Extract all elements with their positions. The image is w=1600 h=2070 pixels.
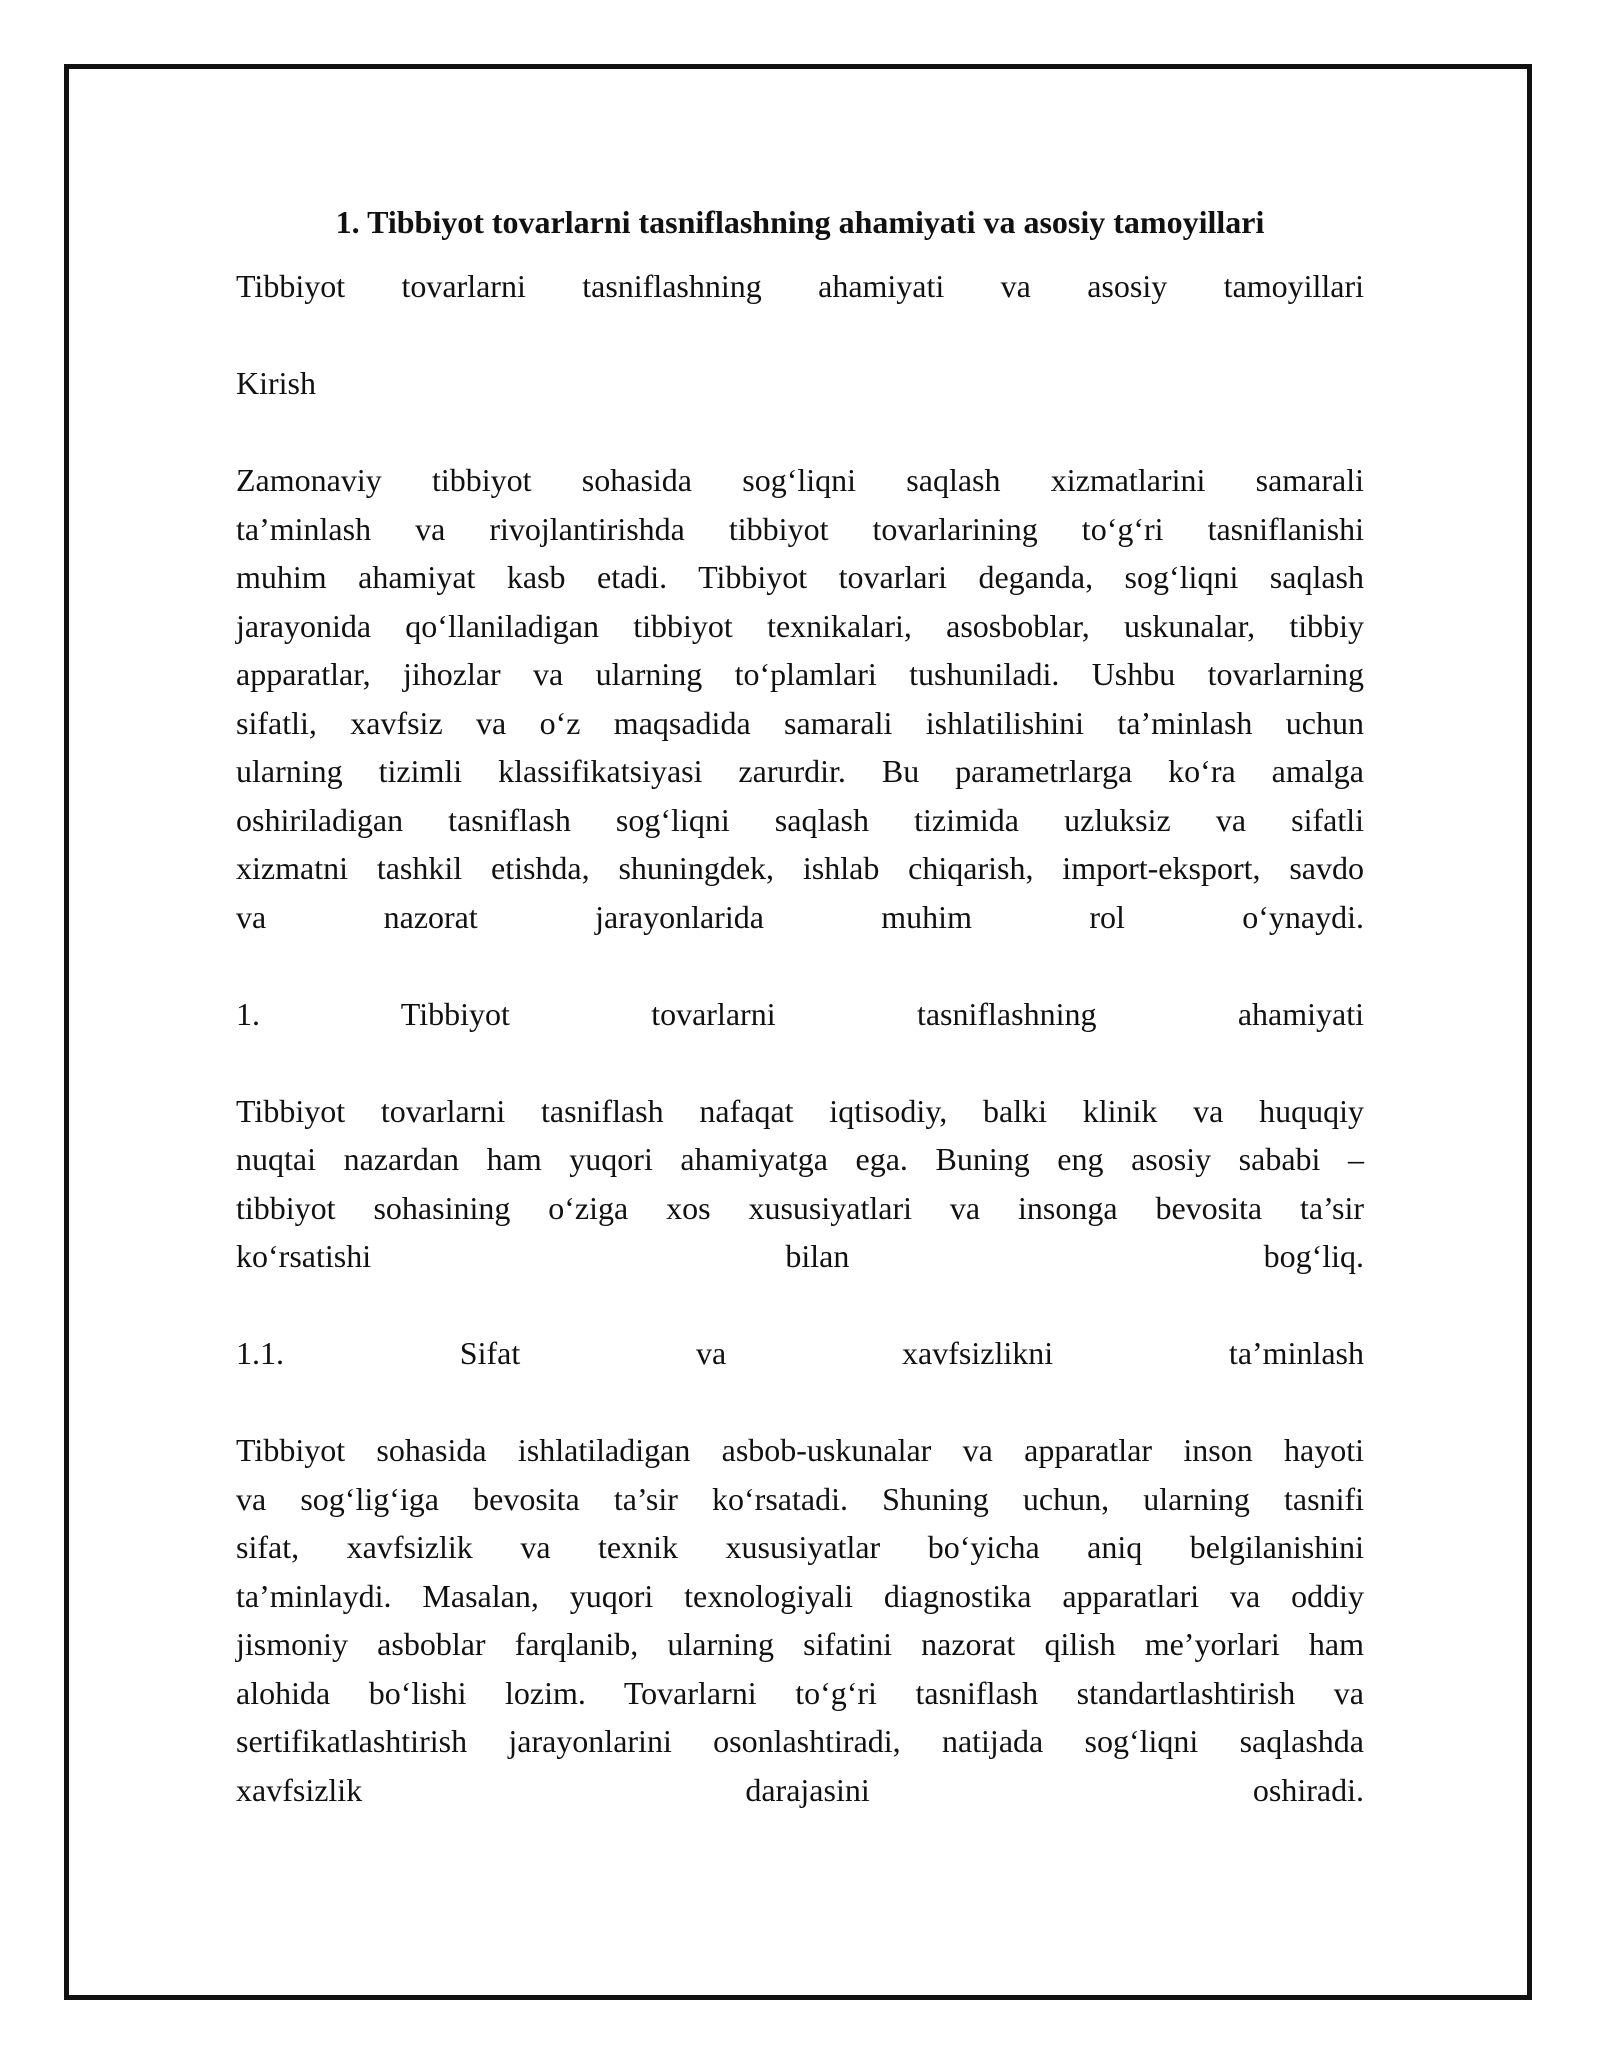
section-1-1-line: xavfsizlik darajasini oshiradi. [236,1771,1364,1808]
intro-heading: Kirish [236,365,316,401]
section-1-line: nuqtai nazardan ham yuqori ahamiyatga ega. Buning eng asosiy sababi – [236,1141,1364,1177]
section-1-line: tibbiyot sohasining o‘ziga xos xususiyatlari va insonga bevosita ta’sir [236,1189,1364,1226]
section-1-1-line: ta’minlaydi. Masalan, yuqori texnologiyali diagnostika apparatlari va oddiy [236,1577,1364,1614]
section-1-line: ko‘rsatishi bilan bog‘liq. [236,1238,1364,1274]
intro-line: oshiriladigan tasniflash sog‘liqni saqlash tizimida uzluksiz va sifatli [236,801,1364,838]
intro-line: apparatlar, jihozlar va ularning to‘plamlari tushuniladi. Ushbu tovarlarning [236,656,1364,692]
intro-paragraph [236,456,1364,941]
section-1-1-line: sertifikatlashtirish jarayonlarini osonlashtiradi, natijada sog‘liqni saqlashda [236,1723,1364,1759]
section-1-1-line: sifat, xavfsizlik va texnik xususiyatlar bo‘yicha aniq belgilanishini [236,1529,1364,1565]
intro-line: sifatli, xavfsiz va o‘z maqsadida samarali ishlatilishini ta’minlash uchun [236,704,1364,741]
section-1-1-paragraph [236,1426,1364,1814]
section-1-1-line: va sog‘lig‘iga bevosita ta’sir ko‘rsatadi. Shuning uchun, ularning tasnifi [236,1480,1364,1517]
section-1-1-heading: 1.1. Sifat va xavfsizlikni ta’minlash [236,1335,1364,1371]
intro-line: xizmatni tashkil etishda, shuningdek, ishlab chiqarish, import-eksport, savdo [236,850,1364,886]
intro-line: ularning tizimli klassifikatsiyasi zarurdir. Bu parametrlarga ko‘ra amalga [236,753,1364,789]
document-subtitle: Tibbiyot tovarlarni tasniflashning ahamiyati va asosiy tamoyillari [236,268,1364,304]
intro-line: muhim ahamiyat kasb etadi. Tibbiyot tovarlari deganda, sog‘liqni saqlash [236,559,1364,595]
section-1-paragraph [236,1087,1364,1281]
document-body [236,184,1364,1814]
section-1-1-line: jismoniy asboblar farqlanib, ularning sifatini nazorat qilish me’yorlari ham [236,1626,1364,1662]
section-1-heading: 1. Tibbiyot tovarlarni tasniflashning ahamiyati [236,995,1364,1032]
intro-line: jarayonida qo‘llaniladigan tibbiyot texnikalari, asosboblar, uskunalar, tibbiy [236,607,1364,644]
document-title: 1. Tibbiyot tovarlarni tasniflashning ahamiyati va asosiy tamoyillari [335,204,1265,240]
intro-line: va nazorat jarayonlarida muhim rol o‘ynaydi. [236,898,1364,935]
intro-line: ta’minlash va rivojlantirishda tibbiyot tovarlarining to‘g‘ri tasniflanishi [236,510,1364,547]
intro-line: Zamonaviy tibbiyot sohasida sog‘liqni saqlash xizmatlarini samarali [236,462,1364,498]
section-1-1-line: Tibbiyot sohasida ishlatiladigan asbob-uskunalar va apparatlar inson hayoti [236,1432,1364,1468]
section-1-1-line: alohida bo‘lishi lozim. Tovarlarni to‘g‘ri tasniflash standartlashtirish va [236,1674,1364,1711]
section-1-line: Tibbiyot tovarlarni tasniflash nafaqat iqtisodiy, balki klinik va huquqiy [236,1092,1364,1129]
